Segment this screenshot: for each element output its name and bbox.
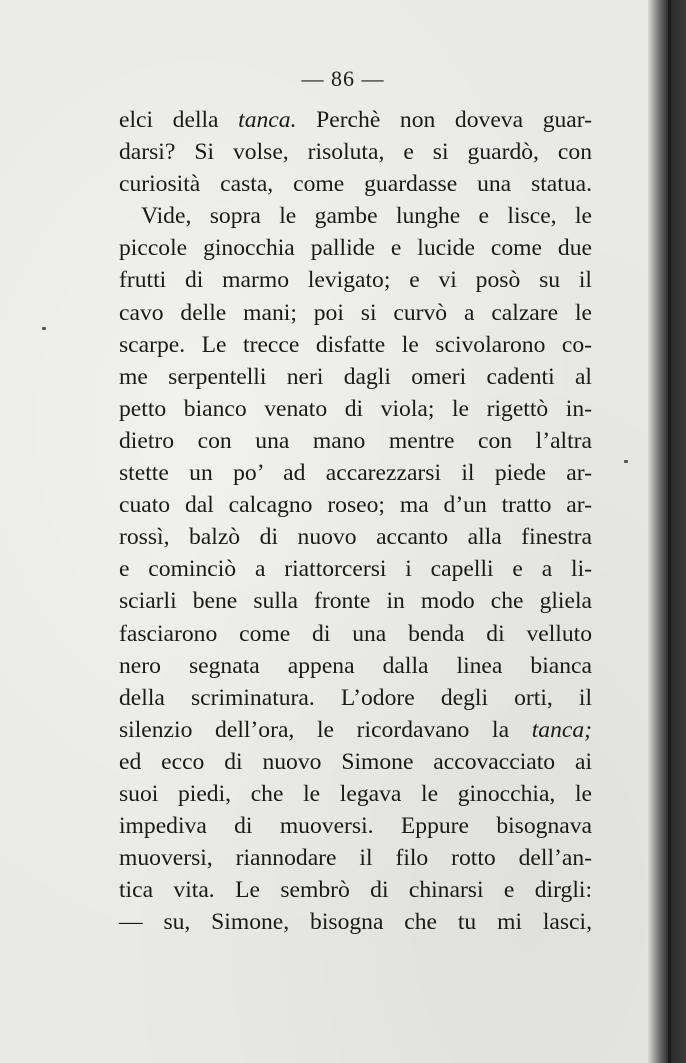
text-line: della scriminatura. L’odore degli orti, il bbox=[119, 684, 592, 711]
text-line: tica vita. Le sembrò di chinarsi e dirgli: bbox=[119, 877, 592, 904]
text-line: e cominciò a riattorcersi i capelli e a li- bbox=[119, 556, 592, 583]
text-line: piccole ginocchia pallide e lucide come due bbox=[119, 235, 592, 262]
text-line: ed ecco di nuovo Simone accovacciato ai bbox=[119, 748, 592, 775]
book-gutter-shadow bbox=[648, 0, 686, 1063]
text-line: dietro con una mano mentre con l’altra bbox=[119, 427, 592, 454]
text-line: elci della tanca. Perchè non doveva guar- bbox=[119, 107, 592, 133]
text-line: petto bianco venato di viola; le rigettò in- bbox=[119, 395, 592, 422]
text-line: scarpe. Le trecce disfatte le scivolarono co- bbox=[119, 331, 592, 358]
print-speck bbox=[42, 327, 46, 330]
text-line: stette un po’ ad accarezzarsi il piede ar- bbox=[119, 460, 592, 487]
page-number: — 86 — bbox=[301, 66, 385, 91]
text-line: silenzio dell’ora, le ricordavano la tanca; bbox=[119, 716, 592, 743]
text-line: cavo delle mani; poi si curvò a calzare le bbox=[119, 299, 592, 326]
text-line: darsi? Si volse, risoluta, e si guardò, con bbox=[119, 139, 592, 166]
text-line: cuato dal calcagno roseo; ma d’un tratto ar- bbox=[119, 492, 592, 519]
body-text bbox=[119, 104, 592, 938]
text-line: rossì, balzò di nuovo accanto alla finestra bbox=[119, 524, 592, 551]
text-line: curiosità casta, come guardasse una statua. bbox=[119, 171, 592, 198]
print-speck bbox=[624, 460, 628, 463]
text-line: nero segnata appena dalla linea bianca bbox=[119, 652, 592, 679]
text-line: me serpentelli neri dagli omeri cadenti al bbox=[119, 363, 592, 390]
text-line: suoi piedi, che le legava le ginocchia, le bbox=[119, 780, 592, 807]
text-line: frutti di marmo levigato; e vi posò su il bbox=[119, 267, 592, 294]
text-line: Vide, sopra le gambe lunghe e lisce, le bbox=[141, 203, 592, 230]
book-gutter-edge bbox=[668, 0, 671, 1063]
text-line: fasciarono come di una benda di velluto bbox=[119, 620, 592, 647]
text-line: — su, Simone, bisogna che tu mi lasci, bbox=[119, 909, 592, 936]
text-line: impediva di muoversi. Eppure bisognava bbox=[119, 813, 592, 840]
text-line: muoversi, riannodare il filo rotto dell’an- bbox=[119, 845, 592, 872]
text-line: sciarli bene sulla fronte in modo che gliela bbox=[119, 588, 592, 615]
